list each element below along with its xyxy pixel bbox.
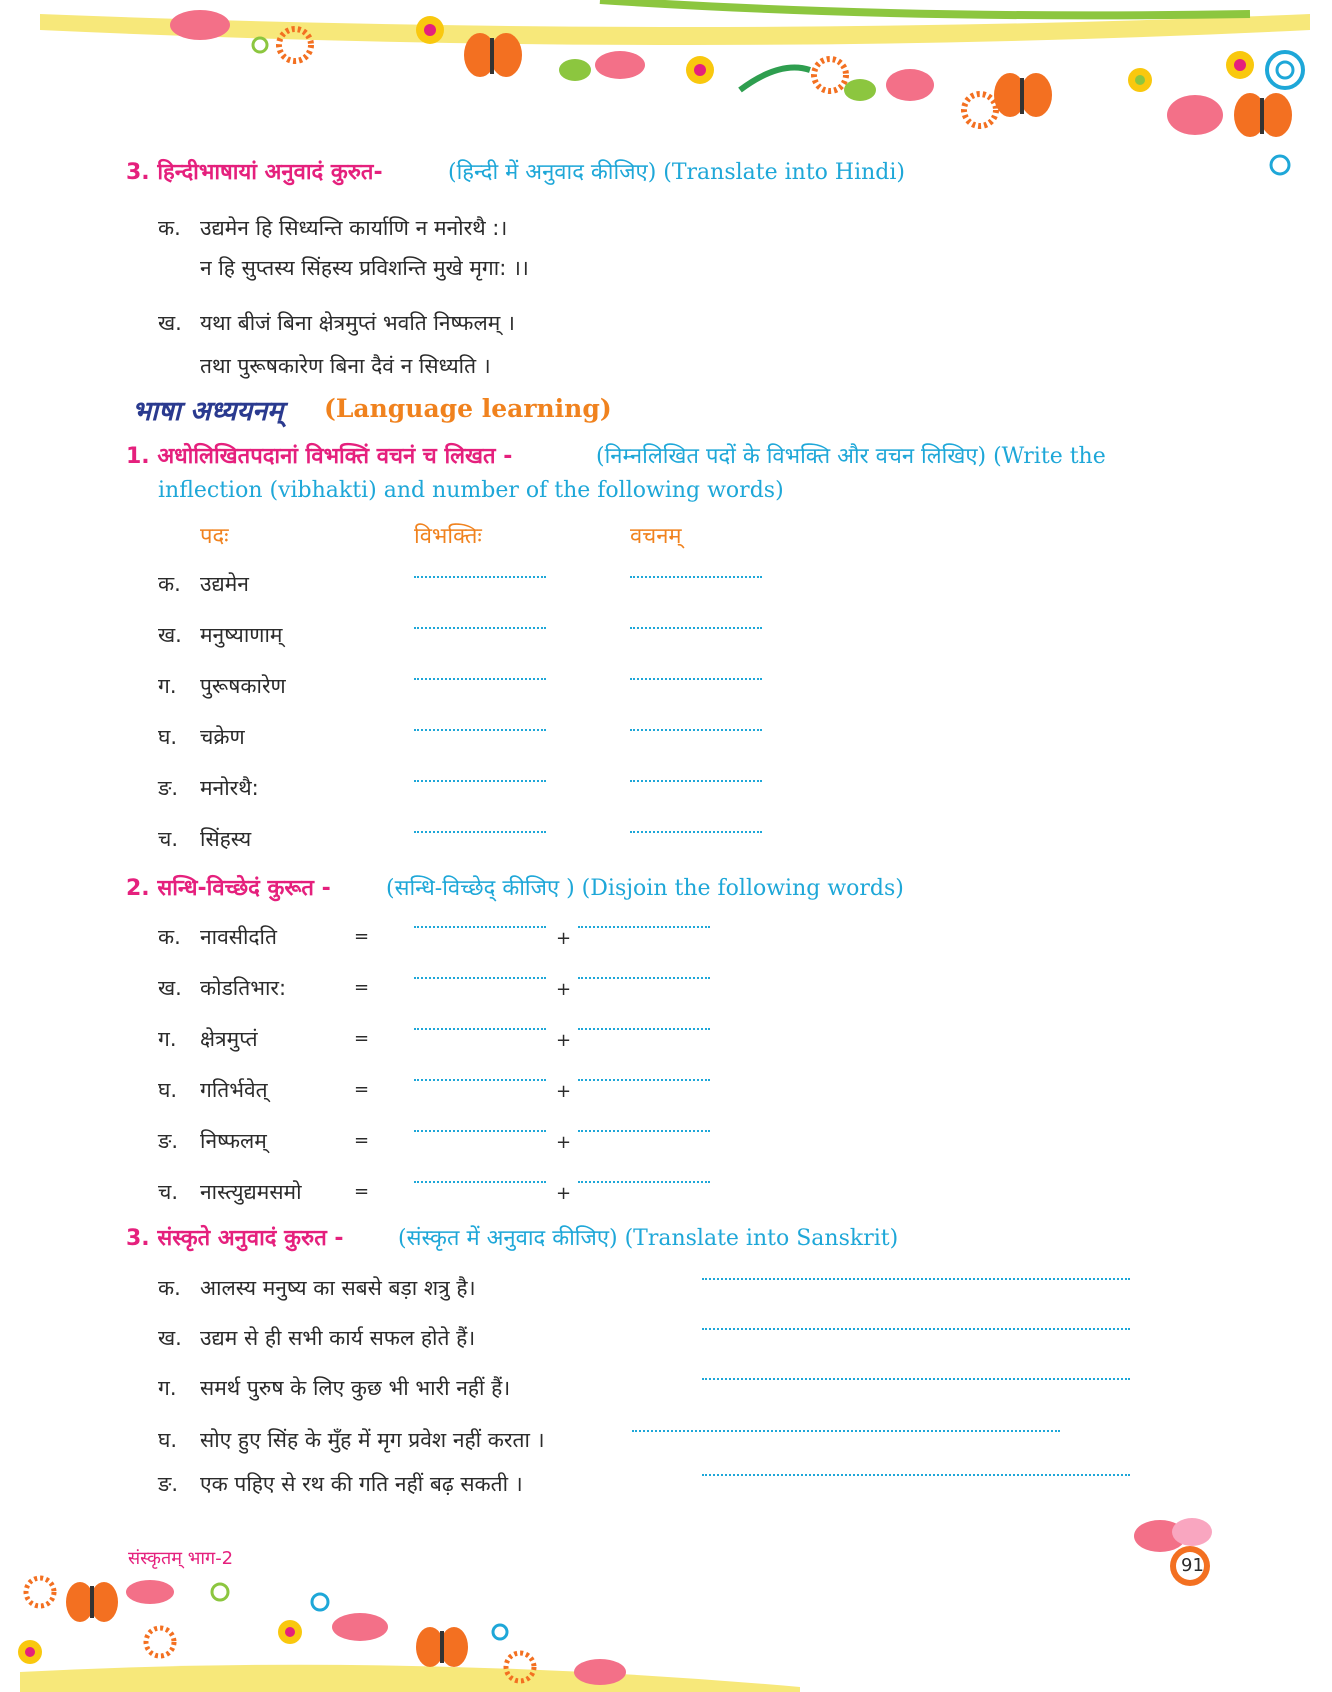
item-label: ग.	[158, 1027, 177, 1051]
answer-blank-part2[interactable]	[578, 1181, 710, 1183]
answer-blank-part1[interactable]	[414, 977, 546, 979]
answer-blank-inflection[interactable]	[414, 780, 546, 782]
flower-icon	[18, 1620, 302, 1664]
q1-heading: 1. अधोलिखितपदानां विभक्तिं वचनं च लिखत -	[126, 444, 513, 469]
answer-blank-number[interactable]	[630, 729, 762, 731]
item-label: ङ.	[158, 1472, 179, 1496]
flower-icon	[1128, 68, 1152, 92]
answer-blank-part2[interactable]	[578, 1028, 710, 1030]
answer-blank-number[interactable]	[630, 780, 762, 782]
item-label: क.	[158, 925, 181, 949]
item-label: घ.	[158, 1078, 178, 1102]
translate-hindi-subheading: (हिन्दी में अनुवाद कीजिए) (Translate into Hindi)	[448, 160, 905, 185]
section-title-english: (Language learning)	[324, 394, 612, 423]
equals-sign: =	[354, 977, 370, 998]
equals-sign: =	[354, 926, 370, 947]
item-label: घ.	[158, 725, 178, 749]
answer-blank-part2[interactable]	[578, 1130, 710, 1132]
item-label: ङ.	[158, 776, 179, 800]
answer-blank-inflection[interactable]	[414, 627, 546, 629]
plus-sign: +	[556, 1132, 572, 1153]
answer-blank[interactable]	[702, 1328, 1130, 1330]
item-label: च.	[158, 1180, 179, 1204]
answer-blank-inflection[interactable]	[414, 678, 546, 680]
answer-blank-inflection[interactable]	[414, 729, 546, 731]
word: पुरूषकारेण	[200, 674, 286, 698]
item-label: घ.	[158, 1428, 178, 1452]
answer-blank-part1[interactable]	[414, 1181, 546, 1183]
answer-blank-number[interactable]	[630, 678, 762, 680]
answer-blank-number[interactable]	[630, 627, 762, 629]
verse-line: न हि सुप्तस्य सिंहस्य प्रविशन्ति मुखे मृगा: ।।	[200, 256, 529, 280]
item-label: ङ.	[158, 1129, 179, 1153]
word: निष्फलम्	[200, 1129, 267, 1153]
answer-blank-part2[interactable]	[578, 1079, 710, 1081]
word: नावसीदति	[200, 925, 277, 949]
answer-blank[interactable]	[632, 1430, 1060, 1432]
word: चक्रेण	[200, 725, 245, 749]
butterfly-icon	[1234, 93, 1292, 137]
butterfly-icon	[416, 1627, 468, 1667]
answer-blank[interactable]	[702, 1378, 1130, 1380]
answer-blank-number[interactable]	[630, 831, 762, 833]
equals-sign: =	[354, 1130, 370, 1151]
plus-sign: +	[556, 928, 572, 949]
equals-sign: =	[354, 1079, 370, 1100]
column-header-number: वचनम्	[630, 524, 682, 549]
plus-sign: +	[556, 1030, 572, 1051]
q3-subheading: (संस्कृत में अनुवाद कीजिए) (Translate into Sanskrit)	[398, 1226, 899, 1251]
verse-line: यथा बीजं बिना क्षेत्रमुप्तं भवति निष्फलम् ।	[200, 311, 515, 335]
answer-blank-part1[interactable]	[414, 1130, 546, 1132]
plus-sign: +	[556, 1183, 572, 1204]
item-label: क.	[158, 572, 181, 596]
butterfly-icon	[66, 1582, 118, 1622]
answer-blank[interactable]	[702, 1474, 1130, 1476]
q3-heading: 3. संस्कृते अनुवादं कुरुत -	[126, 1226, 344, 1251]
page-number: 91	[1181, 1555, 1204, 1576]
verse-line: उद्यमेन हि सिध्यन्ति कार्याणि न मनोरथै :।	[200, 216, 508, 240]
answer-blank-part1[interactable]	[414, 1028, 546, 1030]
word: नास्त्युद्यमसमो	[200, 1180, 302, 1204]
flower-icon	[416, 16, 444, 44]
answer-blank-part2[interactable]	[578, 977, 710, 979]
word: कोडतिभार:	[200, 976, 287, 1000]
butterfly-icon	[994, 73, 1052, 117]
section-title: भाषा अध्ययनम्	[132, 396, 284, 427]
q2-subheading: (सन्धि-विच्छेद् कीजिए ) (Disjoin the following words)	[386, 876, 904, 901]
plus-sign: +	[556, 1081, 572, 1102]
sunburst-icon	[814, 59, 846, 91]
q1-subheading: (निम्नलिखित पदों के विभक्ति और वचन लिखिए) (Write the	[596, 444, 1106, 469]
item-label: ख.	[158, 976, 182, 1000]
answer-blank-inflection[interactable]	[414, 576, 546, 578]
item-label: क.	[158, 1276, 181, 1300]
bottom-floral-border	[0, 1572, 1332, 1692]
sentence: एक पहिए से रथ की गति नहीं बढ़ सकती ।	[200, 1472, 523, 1496]
item-label: ख.	[158, 623, 182, 647]
flower-icon	[1226, 51, 1254, 79]
flower-icon	[686, 56, 714, 84]
answer-blank-part1[interactable]	[414, 926, 546, 928]
q1-subheading-cont: inflection (vibhakti) and number of the following words)	[158, 478, 784, 503]
column-header-word: पदः	[200, 524, 229, 549]
answer-blank-part2[interactable]	[578, 926, 710, 928]
equals-sign: =	[354, 1028, 370, 1049]
swirl-icon	[253, 38, 1303, 174]
word: क्षेत्रमुप्तं	[200, 1027, 258, 1051]
word: गतिर्भवेत्	[200, 1078, 268, 1102]
q2-heading: 2. सन्धि-विच्छेदं कुरूत -	[126, 876, 331, 901]
word: सिंहस्य	[200, 827, 252, 851]
item-label: ख.	[158, 311, 182, 335]
item-label: क.	[158, 216, 181, 240]
translate-hindi-heading: 3. हिन्दीभाषायां अनुवादं कुरुत-	[126, 160, 383, 185]
verse-line: तथा पुरूषकारेण बिना दैवं न सिध्यति ।	[200, 354, 491, 378]
answer-blank-number[interactable]	[630, 576, 762, 578]
book-title-footer: संस्कृतम् भाग-2	[128, 1548, 234, 1569]
item-label: ग.	[158, 1376, 177, 1400]
equals-sign: =	[354, 1181, 370, 1202]
answer-blank-part1[interactable]	[414, 1079, 546, 1081]
item-label: च.	[158, 827, 179, 851]
answer-blank-inflection[interactable]	[414, 831, 546, 833]
sunburst-icon	[964, 94, 996, 126]
answer-blank[interactable]	[702, 1278, 1130, 1280]
word: मनुष्याणाम्	[200, 623, 283, 647]
plus-sign: +	[556, 979, 572, 1000]
column-header-inflection: विभक्तिः	[414, 524, 482, 549]
sentence: सोए हुए सिंह के मुँह में मृग प्रवेश नहीं करता ।	[200, 1428, 545, 1452]
butterfly-icon	[464, 33, 522, 77]
sentence: आलस्य मनुष्य का सबसे बड़ा शत्रु है।	[200, 1276, 476, 1300]
word: उद्यमेन	[200, 572, 249, 596]
sentence: उद्यम से ही सभी कार्य सफल होते हैं।	[200, 1326, 476, 1350]
item-label: ग.	[158, 674, 177, 698]
item-label: ख.	[158, 1326, 182, 1350]
word: मनोरथै:	[200, 776, 259, 800]
sentence: समर्थ पुरुष के लिए कुछ भी भारी नहीं हैं।	[200, 1376, 511, 1400]
